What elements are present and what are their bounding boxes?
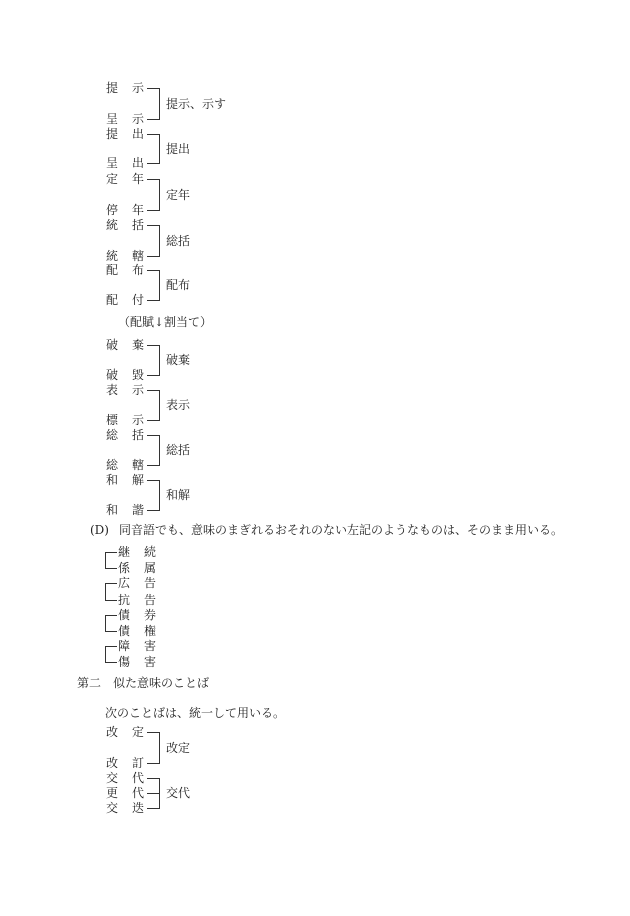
bracket-tick (147, 134, 159, 135)
bracket-tick (147, 256, 159, 257)
pair-bracket-tick (105, 568, 117, 569)
term-char-2: 解 (131, 473, 144, 487)
bracket-vertical (159, 778, 160, 809)
term-char-1: 破 (105, 338, 118, 352)
term-char-1: 定 (105, 172, 118, 186)
pair-char-2: 続 (143, 545, 156, 559)
section-d-text: 同音語でも、意味のまぎれるおそれのない左記のようなものは、そのまま用いる。 (119, 523, 564, 537)
term-char-1: 提 (105, 127, 118, 141)
bracket-tick (147, 375, 159, 376)
term-char-2: 括 (131, 218, 144, 232)
bracket-tick (147, 119, 159, 120)
term-char-2: 示 (131, 383, 144, 397)
term-char-1: 停 (105, 203, 118, 217)
term-char-1: 交 (105, 771, 118, 785)
section-d-marker: (D) (90, 523, 109, 537)
unified-term-label: 定年 (166, 188, 191, 202)
term-char-2: 示 (131, 81, 144, 95)
term-char-2: 迭 (131, 801, 144, 815)
bracket-vertical (159, 179, 160, 211)
bracket-vertical (159, 732, 160, 764)
term-char-1: 提 (105, 81, 118, 95)
note-haifu: （配賦↓割当て） (118, 315, 213, 329)
bracket-tick (147, 210, 159, 211)
pair-char-1: 継 (117, 545, 130, 559)
term-char-1: 配 (105, 263, 118, 277)
term-char-1: 交 (105, 801, 118, 815)
term-char-2: 轄 (131, 458, 144, 472)
pair-char-1: 傷 (117, 655, 130, 669)
pair-bracket-tick (105, 583, 117, 584)
bracket-vertical (159, 345, 160, 376)
pair-char-2: 券 (143, 608, 156, 622)
unified-term-label: 破棄 (166, 353, 191, 367)
bracket-vertical (159, 270, 160, 301)
bracket-vertical (159, 134, 160, 164)
term-char-2: 付 (131, 293, 144, 307)
unified-term-label: 表示 (166, 398, 191, 412)
pair-char-2: 告 (143, 593, 156, 607)
bracket-tick (147, 88, 159, 89)
term-char-2: 毀 (131, 368, 144, 382)
term-char-2: 訂 (131, 756, 144, 770)
term-char-1: 表 (105, 383, 118, 397)
term-char-2: 年 (131, 203, 144, 217)
term-char-1: 統 (105, 249, 118, 263)
term-char-1: 統 (105, 218, 118, 232)
term-char-2: 轄 (131, 249, 144, 263)
unified-term-label: 改定 (166, 741, 191, 755)
unified-term-label: 和解 (166, 488, 191, 502)
term-char-1: 和 (105, 503, 118, 517)
bracket-tick (147, 808, 159, 809)
bracket-tick (147, 435, 159, 436)
section-heading: 第二 似た意味のことば (77, 676, 210, 690)
bracket-tick (147, 179, 159, 180)
unified-term-label: 総括 (166, 234, 191, 248)
term-char-1: 改 (105, 725, 118, 739)
bracket-tick (147, 163, 159, 164)
bracket-tick (147, 510, 159, 511)
term-char-1: 更 (105, 786, 118, 800)
unified-term-label: 提示、示す (166, 97, 227, 111)
term-char-2: 布 (131, 263, 144, 277)
term-char-2: 出 (131, 127, 144, 141)
pair-char-1: 債 (117, 608, 130, 622)
bracket-tick (147, 270, 159, 271)
pair-bracket-tick (105, 646, 117, 647)
unified-term-label: 交代 (166, 786, 191, 800)
bracket-tick (147, 480, 159, 481)
term-char-2: 諧 (131, 503, 144, 517)
unified-term-label: 総括 (166, 443, 191, 457)
unified-term-label: 提出 (166, 142, 191, 156)
pair-char-2: 権 (143, 624, 156, 638)
term-char-2: 示 (131, 112, 144, 126)
bracket-tick (147, 345, 159, 346)
pair-char-1: 債 (117, 624, 130, 638)
bracket-tick (147, 465, 159, 466)
pair-bracket-tick (105, 600, 117, 601)
pair-char-2: 属 (143, 561, 156, 575)
pair-bracket-vertical (105, 646, 106, 663)
bracket-tick (147, 778, 159, 779)
term-char-2: 定 (131, 725, 144, 739)
pair-char-2: 害 (143, 655, 156, 669)
term-char-1: 改 (105, 756, 118, 770)
bracket-tick (147, 763, 159, 764)
pair-bracket-tick (105, 631, 117, 632)
bracket-tick (147, 225, 159, 226)
term-char-1: 呈 (105, 112, 118, 126)
pair-bracket-tick (105, 662, 117, 663)
term-char-1: 破 (105, 368, 118, 382)
bracket-tick (147, 420, 159, 421)
term-char-1: 呈 (105, 156, 118, 170)
pair-char-1: 係 (117, 561, 130, 575)
term-char-2: 代 (131, 786, 144, 800)
bracket-vertical (159, 435, 160, 466)
pair-bracket-vertical (105, 615, 106, 632)
term-char-2: 代 (131, 771, 144, 785)
pair-char-1: 広 (117, 576, 130, 590)
term-char-1: 配 (105, 293, 118, 307)
bracket-vertical (159, 480, 160, 511)
bracket-vertical (159, 390, 160, 421)
term-char-1: 標 (105, 413, 118, 427)
term-char-2: 出 (131, 156, 144, 170)
term-char-2: 示 (131, 413, 144, 427)
term-char-1: 総 (105, 458, 118, 472)
section-intro: 次のことばは、統一して用いる。 (105, 706, 286, 720)
pair-bracket-vertical (105, 583, 106, 601)
pair-char-1: 抗 (117, 593, 130, 607)
pair-char-1: 障 (117, 639, 130, 653)
pair-bracket-tick (105, 552, 117, 553)
term-char-2: 年 (131, 172, 144, 186)
bracket-tick (147, 793, 159, 794)
term-char-1: 総 (105, 428, 118, 442)
bracket-vertical (159, 225, 160, 257)
term-char-2: 棄 (131, 338, 144, 352)
pair-bracket-tick (105, 615, 117, 616)
bracket-tick (147, 390, 159, 391)
bracket-tick (147, 300, 159, 301)
term-char-1: 和 (105, 473, 118, 487)
bracket-tick (147, 732, 159, 733)
term-char-2: 括 (131, 428, 144, 442)
bracket-vertical (159, 88, 160, 120)
pair-char-2: 害 (143, 639, 156, 653)
unified-term-label: 配布 (166, 278, 191, 292)
pair-bracket-vertical (105, 552, 106, 569)
pair-char-2: 告 (143, 576, 156, 590)
